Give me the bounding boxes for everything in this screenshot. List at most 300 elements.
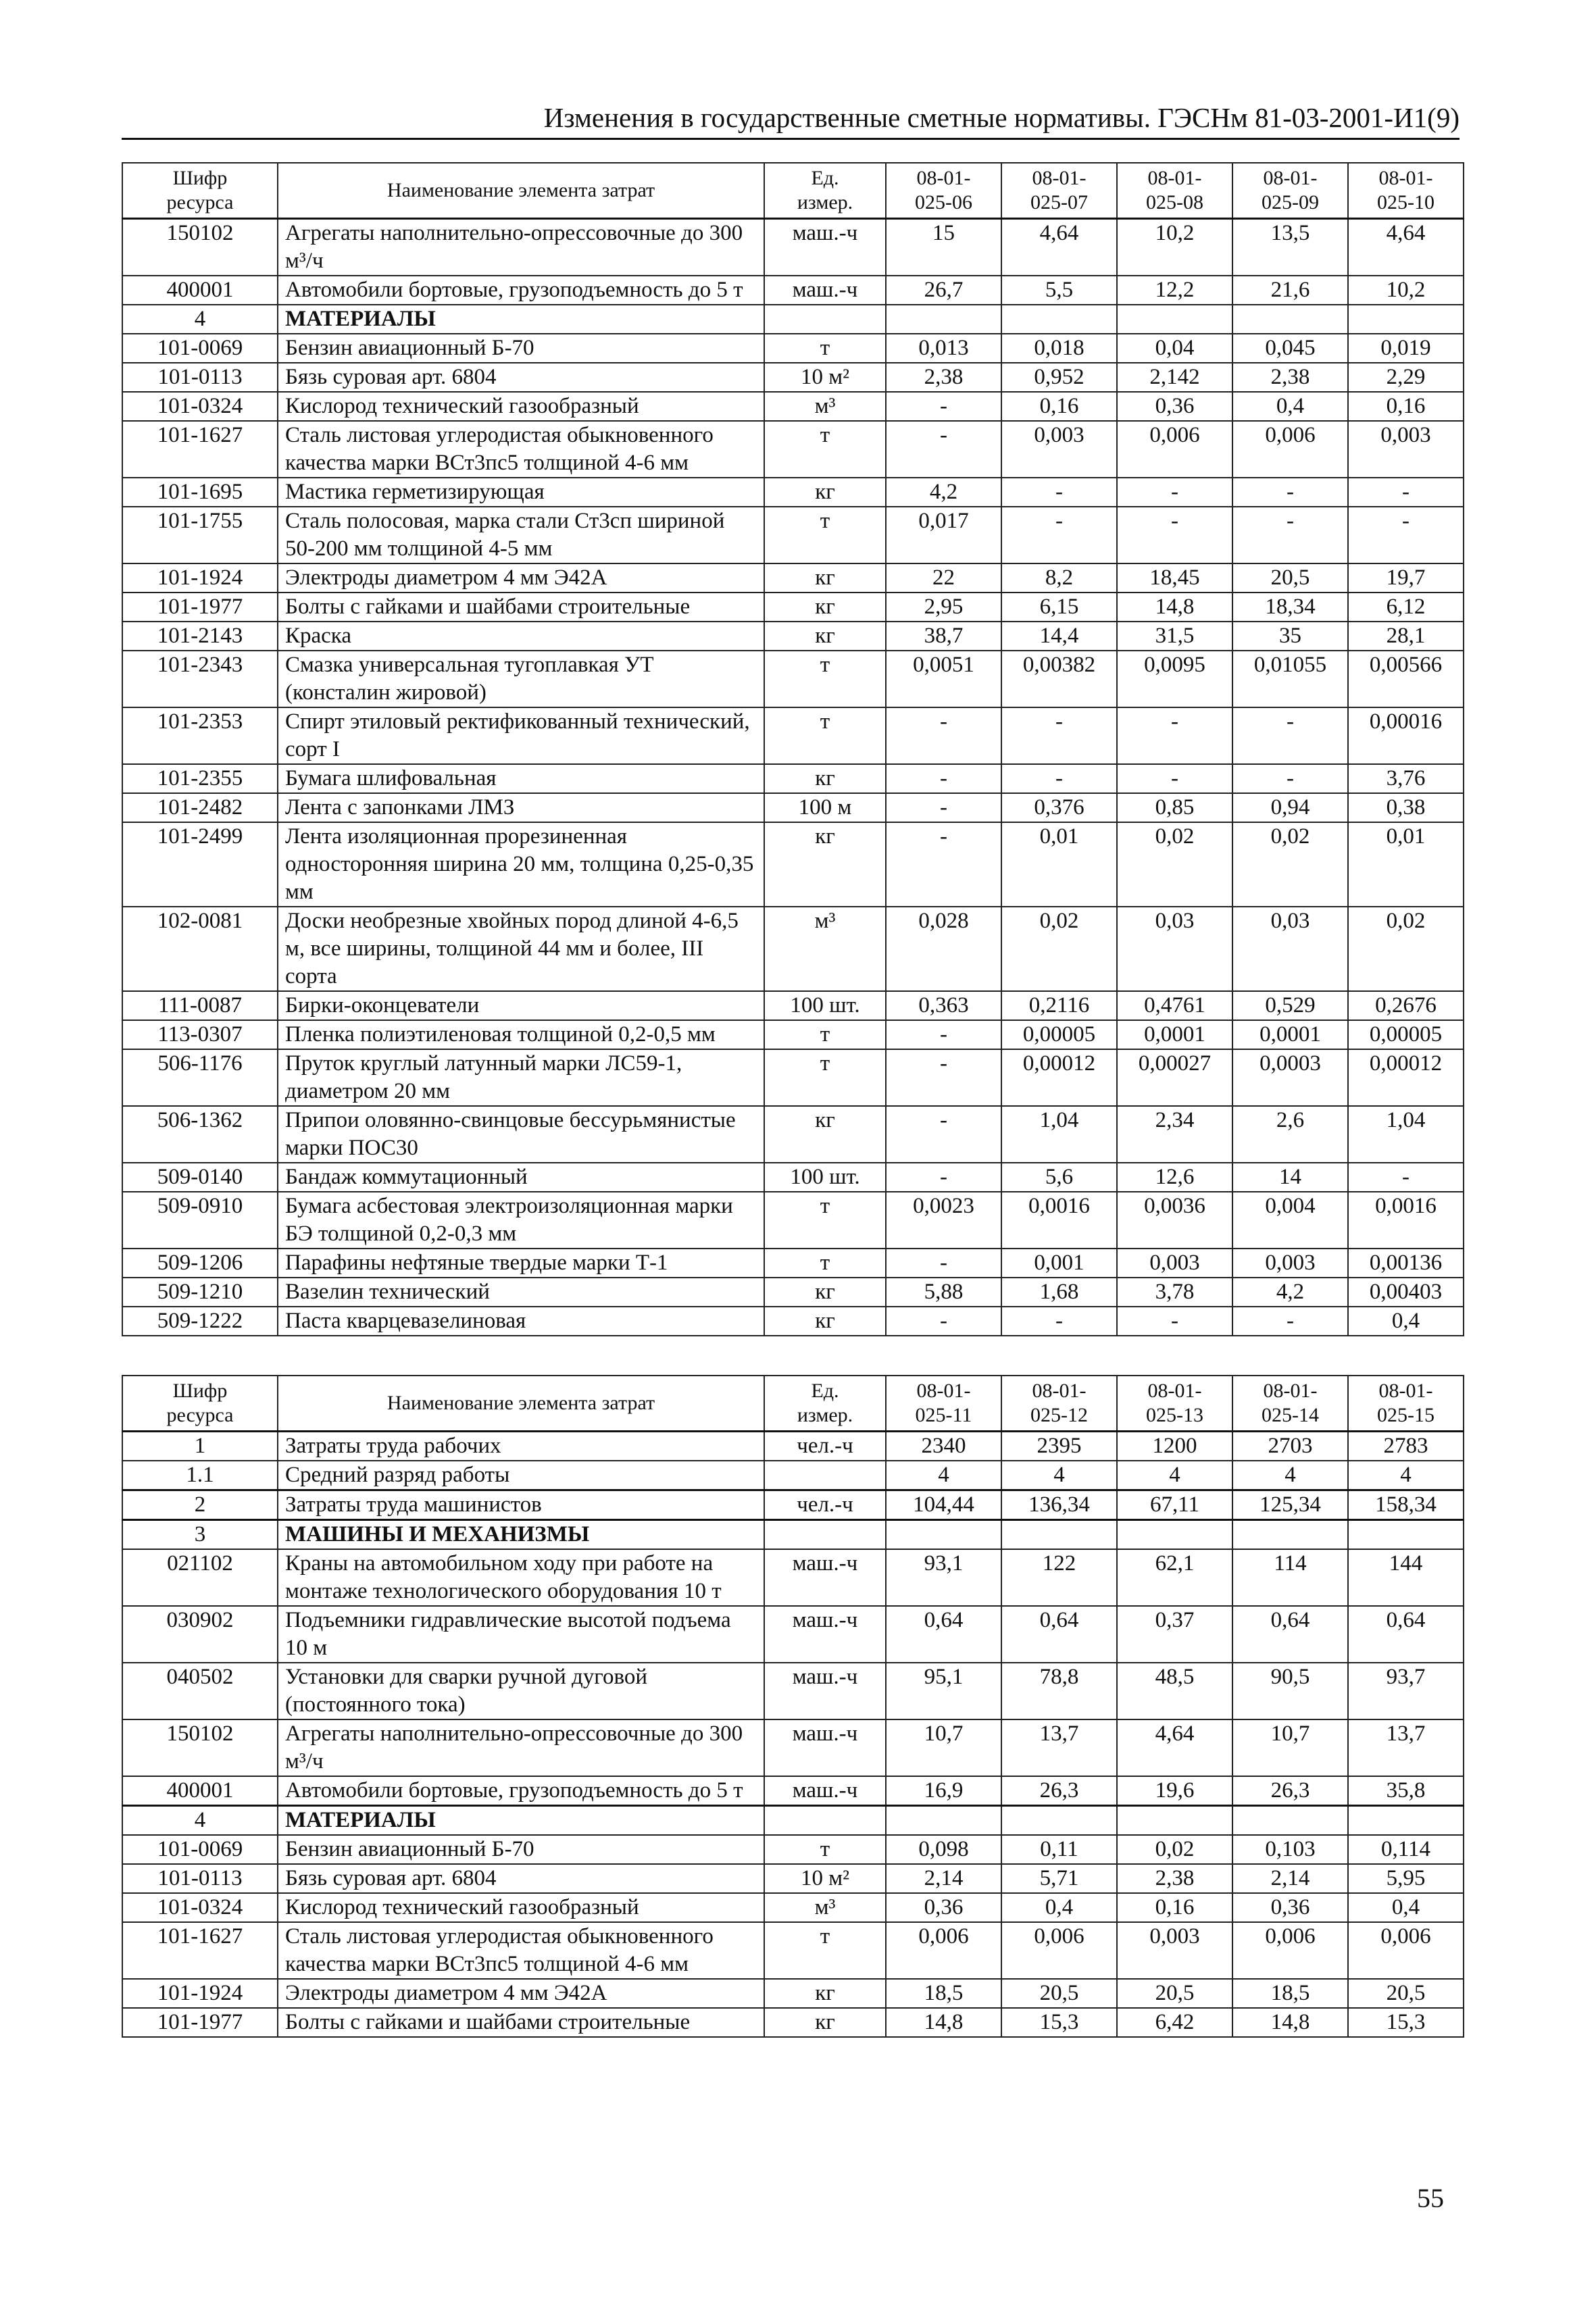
- resource-code: 400001: [122, 1776, 278, 1806]
- resource-name: Бязь суровая арт. 6804: [278, 363, 764, 392]
- resource-name: МАШИНЫ И МЕХАНИЗМЫ: [278, 1520, 764, 1550]
- norm-value: 0,00012: [1001, 1049, 1117, 1106]
- norm-value: -: [1001, 707, 1117, 764]
- resource-name: Доски необрезные хвойных пород длиной 4-6,5 м, все ширины, толщиной 44 мм и более, III сорта: [278, 907, 764, 991]
- norm-value: 1200: [1117, 1432, 1232, 1461]
- norm-value: -: [1348, 478, 1464, 507]
- unit-of-measure: чел.-ч: [764, 1432, 886, 1461]
- unit-of-measure: кг: [764, 1278, 886, 1307]
- header-text: 08-01-: [1032, 167, 1087, 189]
- table-row: [122, 1835, 1464, 1864]
- norm-value: 0,64: [886, 1606, 1001, 1663]
- norm-value: 144: [1348, 1549, 1464, 1606]
- unit-of-measure: маш.-ч: [764, 1549, 886, 1606]
- resource-code: 101-2499: [122, 822, 278, 907]
- norm-value: [1348, 1520, 1464, 1550]
- header-text: 08-01-: [1032, 1380, 1087, 1402]
- resource-name: Кислород технический газообразный: [278, 1893, 764, 1922]
- norm-value: 0,36: [1232, 1893, 1348, 1922]
- unit-of-measure: [764, 1461, 886, 1490]
- table-row: [122, 991, 1464, 1020]
- table-row: [122, 478, 1464, 507]
- norm-value: [1232, 305, 1348, 334]
- resource-code: 101-1755: [122, 507, 278, 563]
- norm-value: -: [1232, 1307, 1348, 1336]
- column-header-name: Наименование элемента затрат: [278, 1376, 764, 1432]
- norm-value: 0,006: [886, 1922, 1001, 1979]
- norm-value: 10,2: [1117, 219, 1232, 276]
- resource-name: Подъемники гидравлические высотой подъема 10 м: [278, 1606, 764, 1663]
- header-text: 025-08: [1146, 191, 1203, 213]
- resource-name: Паста кварцевазелиновая: [278, 1307, 764, 1336]
- header-text: 025-14: [1262, 1404, 1319, 1426]
- resource-code: 509-1206: [122, 1249, 278, 1278]
- unit-of-measure: 100 м: [764, 793, 886, 822]
- norm-value: -: [1232, 507, 1348, 563]
- norm-value: -: [886, 1249, 1001, 1278]
- resource-name: Вазелин технический: [278, 1278, 764, 1307]
- header-text: 08-01-: [1378, 167, 1433, 189]
- resource-name: Бумага асбестовая электроизоляционная марки БЭ толщиной 0,2-0,3 мм: [278, 1192, 764, 1249]
- norm-value: 35: [1232, 622, 1348, 651]
- unit-of-measure: т: [764, 1249, 886, 1278]
- norm-value: 0,376: [1001, 793, 1117, 822]
- norm-value: -: [1232, 707, 1348, 764]
- norm-value: 78,8: [1001, 1663, 1117, 1719]
- table-row: [122, 276, 1464, 305]
- norm-value: -: [1001, 764, 1117, 793]
- resource-code: 021102: [122, 1549, 278, 1606]
- norm-value: 0,006: [1348, 1922, 1464, 1979]
- header-text: измер.: [797, 191, 853, 213]
- norm-value: 2,14: [886, 1864, 1001, 1893]
- norm-value: 0,0001: [1232, 1020, 1348, 1049]
- norm-value: -: [886, 764, 1001, 793]
- table-row: [122, 1461, 1464, 1490]
- norm-value: 5,71: [1001, 1864, 1117, 1893]
- header-text: ресурса: [166, 1404, 234, 1426]
- column-header-norm: [1348, 163, 1464, 219]
- resource-code: 101-0113: [122, 1864, 278, 1893]
- norm-value: 0,017: [886, 507, 1001, 563]
- norm-value: 15,3: [1348, 2008, 1464, 2037]
- header-text: 025-07: [1030, 191, 1088, 213]
- resource-code: 101-1924: [122, 1979, 278, 2008]
- table-row: [122, 1432, 1464, 1461]
- norm-value: 136,34: [1001, 1490, 1117, 1520]
- norm-value: 13,7: [1348, 1719, 1464, 1776]
- norm-value: 2703: [1232, 1432, 1348, 1461]
- norm-value: -: [886, 1106, 1001, 1163]
- norm-value: 1,68: [1001, 1278, 1117, 1307]
- resource-name: Затраты труда машинистов: [278, 1490, 764, 1520]
- norm-value: 114: [1232, 1549, 1348, 1606]
- table-row: [122, 1163, 1464, 1192]
- norm-value: [1348, 305, 1464, 334]
- table-row: [122, 1249, 1464, 1278]
- unit-of-measure: кг: [764, 2008, 886, 2037]
- header-text: 025-12: [1030, 1404, 1088, 1426]
- unit-of-measure: т: [764, 1192, 886, 1249]
- norm-value: -: [886, 1163, 1001, 1192]
- norm-value: 0,0001: [1117, 1020, 1232, 1049]
- norm-value: 18,5: [886, 1979, 1001, 2008]
- header-text: 08-01-: [1147, 1380, 1202, 1402]
- norm-value: 0,0051: [886, 651, 1001, 707]
- resource-name: Кислород технический газообразный: [278, 392, 764, 421]
- page-number: 55: [1417, 2183, 1444, 2213]
- resource-code: 101-1627: [122, 1922, 278, 1979]
- resource-name: Сталь листовая углеродистая обыкновенного качества марки ВСт3пс5 толщиной 4-6 мм: [278, 421, 764, 478]
- resource-code: 2: [122, 1490, 278, 1520]
- resource-name: Лента с запонками ЛМЗ: [278, 793, 764, 822]
- norm-value: 12,2: [1117, 276, 1232, 305]
- table-row: [122, 1278, 1464, 1307]
- header-text: 08-01-: [916, 1380, 971, 1402]
- column-header-unit: [764, 1376, 886, 1432]
- norm-value: 125,34: [1232, 1490, 1348, 1520]
- header-text: 08-01-: [916, 167, 971, 189]
- norm-value: 18,5: [1232, 1979, 1348, 2008]
- norm-value: 0,4: [1348, 1893, 1464, 1922]
- norm-value: -: [886, 707, 1001, 764]
- table-row: [122, 421, 1464, 478]
- resource-code: 509-0140: [122, 1163, 278, 1192]
- norm-value: [1232, 1806, 1348, 1836]
- table-row: [122, 1020, 1464, 1049]
- resource-name: Электроды диаметром 4 мм Э42А: [278, 563, 764, 593]
- norm-value: 0,0036: [1117, 1192, 1232, 1249]
- norm-value: [1001, 1806, 1117, 1836]
- header-text: Шифр: [172, 167, 228, 189]
- unit-of-measure: [764, 1806, 886, 1836]
- unit-of-measure: маш.-ч: [764, 276, 886, 305]
- norm-value: -: [886, 392, 1001, 421]
- norm-value: 0,114: [1348, 1835, 1464, 1864]
- norm-value: 2,38: [1117, 1864, 1232, 1893]
- resource-name: Бензин авиационный Б-70: [278, 334, 764, 363]
- unit-of-measure: кг: [764, 1979, 886, 2008]
- norm-value: 0,94: [1232, 793, 1348, 822]
- resource-name: Средний разряд работы: [278, 1461, 764, 1490]
- norm-value: 4: [1232, 1461, 1348, 1490]
- unit-of-measure: кг: [764, 593, 886, 622]
- norm-value: 0,02: [1117, 1835, 1232, 1864]
- norm-value: 4,64: [1117, 1719, 1232, 1776]
- norm-value: 0,003: [1117, 1922, 1232, 1979]
- norm-value: -: [1001, 478, 1117, 507]
- resource-name: Болты с гайками и шайбами строительные: [278, 593, 764, 622]
- table-row: [122, 1192, 1464, 1249]
- norm-value: 0,00136: [1348, 1249, 1464, 1278]
- norm-value: 0,04: [1117, 334, 1232, 363]
- norm-value: 0,2676: [1348, 991, 1464, 1020]
- unit-of-measure: т: [764, 1049, 886, 1106]
- norm-value: 0,0003: [1232, 1049, 1348, 1106]
- norm-value: 0,4: [1348, 1307, 1464, 1336]
- norm-value: 0,003: [1117, 1249, 1232, 1278]
- table-row: [122, 2008, 1464, 2037]
- norm-value: 48,5: [1117, 1663, 1232, 1719]
- norm-value: 20,5: [1117, 1979, 1232, 2008]
- unit-of-measure: маш.-ч: [764, 219, 886, 276]
- norm-value: -: [886, 1049, 1001, 1106]
- norm-value: 22: [886, 563, 1001, 593]
- norm-value: [1001, 305, 1117, 334]
- norm-value: [886, 1520, 1001, 1550]
- norm-value: 14: [1232, 1163, 1348, 1192]
- norm-value: 4,2: [886, 478, 1001, 507]
- section-row: [122, 1806, 1464, 1836]
- table-row: [122, 507, 1464, 563]
- norm-value: 10,7: [1232, 1719, 1348, 1776]
- norm-value: 0,004: [1232, 1192, 1348, 1249]
- norm-value: 2,142: [1117, 363, 1232, 392]
- norm-value: 2,14: [1232, 1864, 1348, 1893]
- norm-value: 0,0023: [886, 1192, 1001, 1249]
- table-row: [122, 1106, 1464, 1163]
- norm-value: 2,34: [1117, 1106, 1232, 1163]
- norm-value: 14,4: [1001, 622, 1117, 651]
- norm-value: 4: [1348, 1461, 1464, 1490]
- unit-of-measure: маш.-ч: [764, 1606, 886, 1663]
- resource-name: Парафины нефтяные твердые марки Т-1: [278, 1249, 764, 1278]
- norm-value: 16,9: [886, 1776, 1001, 1806]
- norm-value: 0,529: [1232, 991, 1348, 1020]
- norm-value: 0,64: [1001, 1606, 1117, 1663]
- norm-value: 0,85: [1117, 793, 1232, 822]
- norm-value: 0,103: [1232, 1835, 1348, 1864]
- norm-value: 5,95: [1348, 1864, 1464, 1893]
- unit-of-measure: т: [764, 421, 886, 478]
- norm-value: 0,01: [1348, 822, 1464, 907]
- unit-of-measure: кг: [764, 478, 886, 507]
- resource-code: 509-1222: [122, 1307, 278, 1336]
- header-text: Ед.: [811, 1380, 839, 1402]
- resource-code: 101-1977: [122, 593, 278, 622]
- table-row: [122, 622, 1464, 651]
- resource-code: 101-0113: [122, 363, 278, 392]
- resource-code: 4: [122, 1806, 278, 1836]
- norm-value: 104,44: [886, 1490, 1001, 1520]
- header-text: ресурса: [166, 191, 234, 213]
- norm-value: 0,4: [1001, 1893, 1117, 1922]
- table-row: [122, 1049, 1464, 1106]
- column-header-norm: [886, 1376, 1001, 1432]
- norm-value: 13,7: [1001, 1719, 1117, 1776]
- norm-value: 0,013: [886, 334, 1001, 363]
- norm-value: 5,6: [1001, 1163, 1117, 1192]
- resource-name: Мастика герметизирующая: [278, 478, 764, 507]
- unit-of-measure: маш.-ч: [764, 1776, 886, 1806]
- norm-value: 2,95: [886, 593, 1001, 622]
- norm-value: 14,8: [1117, 593, 1232, 622]
- resource-name: Электроды диаметром 4 мм Э42А: [278, 1979, 764, 2008]
- norm-value: -: [1232, 764, 1348, 793]
- norm-value: 2,29: [1348, 363, 1464, 392]
- norm-value: 0,36: [886, 1893, 1001, 1922]
- norm-value: [1117, 1806, 1232, 1836]
- table-row: [122, 1979, 1464, 2008]
- resource-code: 030902: [122, 1606, 278, 1663]
- resource-name: Бирки-оконцеватели: [278, 991, 764, 1020]
- norm-value: 13,5: [1232, 219, 1348, 276]
- resource-name: Автомобили бортовые, грузоподъемность до 5 т: [278, 276, 764, 305]
- document-header: Изменения в государственные сметные нормативы. ГЭСНм 81-03-2001-И1(9): [122, 101, 1460, 140]
- unit-of-measure: кг: [764, 1106, 886, 1163]
- norm-value: 14,8: [886, 2008, 1001, 2037]
- section-row: [122, 305, 1464, 334]
- norm-value: 8,2: [1001, 563, 1117, 593]
- norm-value: [1117, 305, 1232, 334]
- table-row: [122, 1549, 1464, 1606]
- resource-code: 1: [122, 1432, 278, 1461]
- norm-value: -: [886, 822, 1001, 907]
- resource-name: МАТЕРИАЛЫ: [278, 305, 764, 334]
- norm-value: 10,2: [1348, 276, 1464, 305]
- resource-name: Сталь листовая углеродистая обыкновенного качества марки ВСт3пс5 толщиной 4-6 мм: [278, 1922, 764, 1979]
- header-text: Шифр: [172, 1380, 228, 1402]
- norm-value: 0,02: [1232, 822, 1348, 907]
- resource-code: 101-1924: [122, 563, 278, 593]
- resource-name: Установки для сварки ручной дуговой (постоянного тока): [278, 1663, 764, 1719]
- header-text: 025-06: [915, 191, 972, 213]
- unit-of-measure: кг: [764, 764, 886, 793]
- table-row: [122, 1719, 1464, 1776]
- resource-code: 3: [122, 1520, 278, 1550]
- unit-of-measure: м³: [764, 907, 886, 991]
- resource-code: 506-1176: [122, 1049, 278, 1106]
- norm-value: 0,006: [1232, 1922, 1348, 1979]
- norm-value: 0,045: [1232, 334, 1348, 363]
- unit-of-measure: т: [764, 1020, 886, 1049]
- table-row: [122, 1307, 1464, 1336]
- column-header-norm: [886, 163, 1001, 219]
- norm-value: -: [1348, 1163, 1464, 1192]
- norm-value: -: [886, 793, 1001, 822]
- norm-value: [1232, 1520, 1348, 1550]
- norm-value: 0,02: [1348, 907, 1464, 991]
- resource-code: 101-2482: [122, 793, 278, 822]
- norm-value: -: [1348, 507, 1464, 563]
- norm-value: 10,7: [886, 1719, 1001, 1776]
- column-header-norm: [1001, 163, 1117, 219]
- norm-value: 5,5: [1001, 276, 1117, 305]
- resource-code: 506-1362: [122, 1106, 278, 1163]
- norm-value: 0,028: [886, 907, 1001, 991]
- norm-value: [1348, 1806, 1464, 1836]
- unit-of-measure: т: [764, 334, 886, 363]
- norm-value: 0,006: [1117, 421, 1232, 478]
- norm-value: 0,952: [1001, 363, 1117, 392]
- unit-of-measure: кг: [764, 1307, 886, 1336]
- column-header-norm: [1117, 163, 1232, 219]
- resource-name: Лента изоляционная прорезиненная односторонняя ширина 20 мм, толщина 0,25-0,35 мм: [278, 822, 764, 907]
- resource-code: 101-1627: [122, 421, 278, 478]
- resource-name: Спирт этиловый ректификованный технический, сорт I: [278, 707, 764, 764]
- norm-value: 0,2116: [1001, 991, 1117, 1020]
- resource-name: Смазка универсальная тугоплавкая УТ (консталин жировой): [278, 651, 764, 707]
- norm-value: 15: [886, 219, 1001, 276]
- unit-of-measure: 10 м²: [764, 363, 886, 392]
- resource-name: Бумага шлифовальная: [278, 764, 764, 793]
- norm-value: -: [1232, 478, 1348, 507]
- norm-value: 0,16: [1348, 392, 1464, 421]
- norm-value: 0,003: [1232, 1249, 1348, 1278]
- norm-value: 0,019: [1348, 334, 1464, 363]
- resource-code: 101-2355: [122, 764, 278, 793]
- norm-value: 93,7: [1348, 1663, 1464, 1719]
- norm-value: -: [1117, 1307, 1232, 1336]
- norm-value: 0,03: [1232, 907, 1348, 991]
- norm-value: 0,006: [1232, 421, 1348, 478]
- norm-value: 20,5: [1232, 563, 1348, 593]
- resource-table-1: [122, 162, 1464, 1336]
- norm-value: 19,6: [1117, 1776, 1232, 1806]
- unit-of-measure: 100 шт.: [764, 1163, 886, 1192]
- header-text: 025-09: [1262, 191, 1319, 213]
- norm-value: 0,01: [1001, 822, 1117, 907]
- column-header-norm: [1348, 1376, 1464, 1432]
- norm-value: 0,00016: [1348, 707, 1464, 764]
- unit-of-measure: кг: [764, 822, 886, 907]
- norm-value: -: [1001, 507, 1117, 563]
- norm-value: 62,1: [1117, 1549, 1232, 1606]
- norm-value: 0,03: [1117, 907, 1232, 991]
- column-header-norm: [1232, 1376, 1348, 1432]
- resource-code: 101-2143: [122, 622, 278, 651]
- norm-value: [1001, 1520, 1117, 1550]
- resource-code: 400001: [122, 276, 278, 305]
- table-row: [122, 1490, 1464, 1520]
- unit-of-measure: м³: [764, 1893, 886, 1922]
- table-row: [122, 822, 1464, 907]
- unit-of-measure: т: [764, 707, 886, 764]
- norm-value: -: [1001, 1307, 1117, 1336]
- unit-of-measure: т: [764, 651, 886, 707]
- norm-value: -: [1117, 764, 1232, 793]
- norm-value: 0,098: [886, 1835, 1001, 1864]
- table-row: [122, 334, 1464, 363]
- norm-value: 0,02: [1117, 822, 1232, 907]
- unit-of-measure: м³: [764, 392, 886, 421]
- norm-value: 1,04: [1348, 1106, 1464, 1163]
- table-row: [122, 593, 1464, 622]
- header-text: 08-01-: [1263, 1380, 1318, 1402]
- header-text: 025-11: [915, 1404, 972, 1426]
- resource-code: 101-0324: [122, 392, 278, 421]
- norm-value: 6,42: [1117, 2008, 1232, 2037]
- norm-value: 14,8: [1232, 2008, 1348, 2037]
- header-text: 08-01-: [1147, 167, 1202, 189]
- table-row: [122, 1606, 1464, 1663]
- resource-name: Агрегаты наполнительно-опрессовочные до 300 м³/ч: [278, 219, 764, 276]
- resource-code: 4: [122, 305, 278, 334]
- norm-value: 4,64: [1348, 219, 1464, 276]
- table-row: [122, 793, 1464, 822]
- norm-value: 67,11: [1117, 1490, 1232, 1520]
- resource-code: 101-0069: [122, 334, 278, 363]
- table-row: [122, 219, 1464, 276]
- norm-value: 90,5: [1232, 1663, 1348, 1719]
- header-row: [122, 163, 1464, 219]
- resource-code: 150102: [122, 1719, 278, 1776]
- table-row: [122, 363, 1464, 392]
- resource-code: 101-2353: [122, 707, 278, 764]
- norm-value: 0,0016: [1348, 1192, 1464, 1249]
- norm-value: 0,01055: [1232, 651, 1348, 707]
- section-row: [122, 1520, 1464, 1550]
